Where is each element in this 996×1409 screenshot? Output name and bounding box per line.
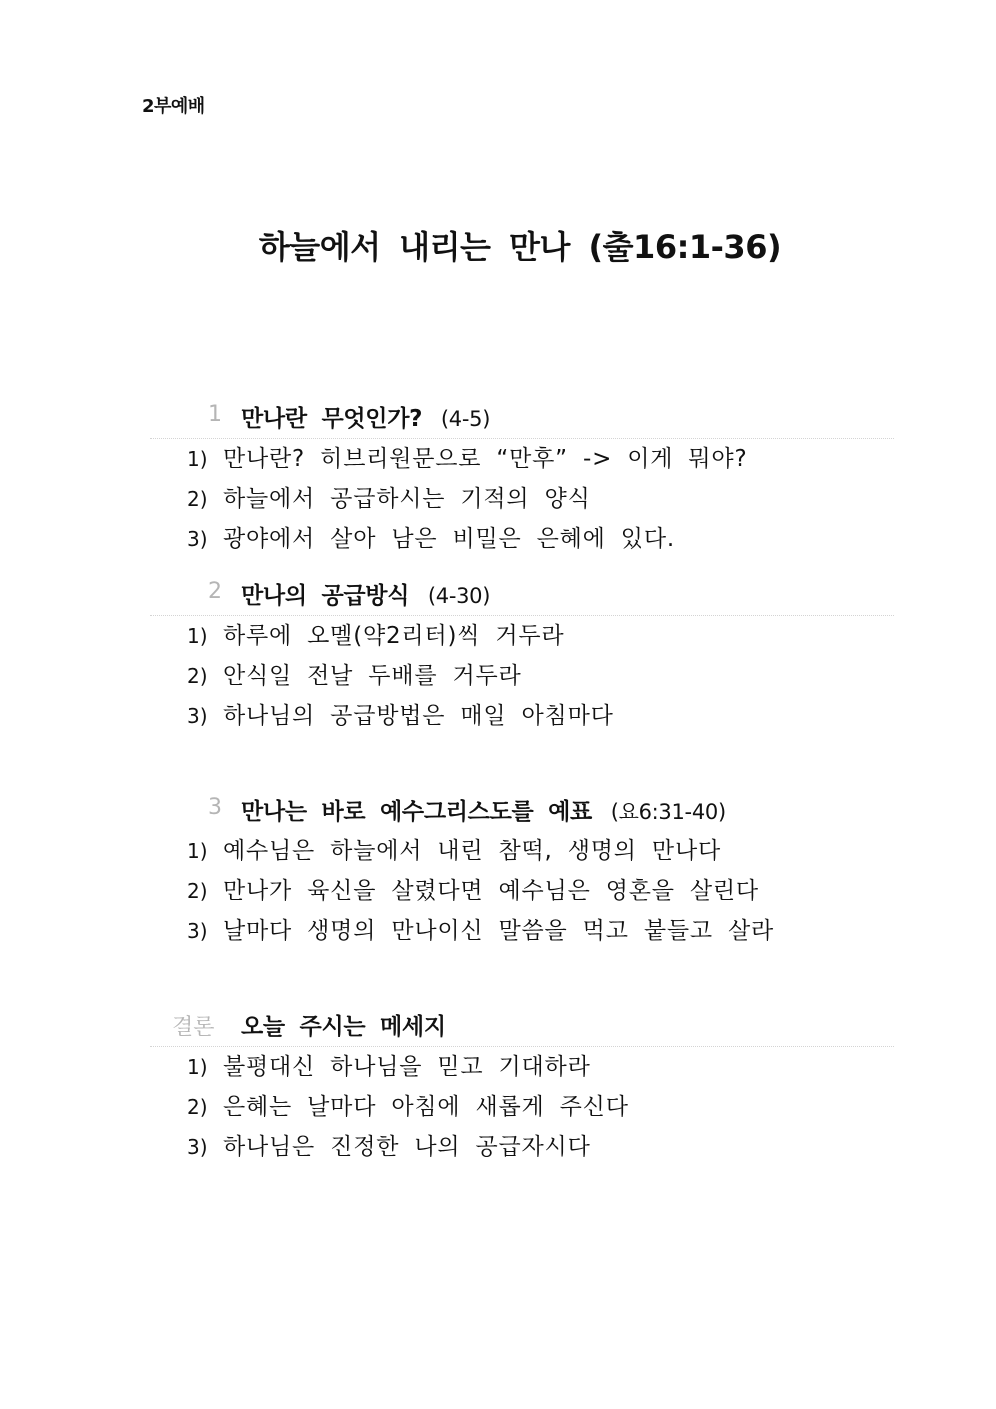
section-title — [241, 400, 490, 433]
item-number: 1) — [187, 1055, 208, 1079]
section-title-text: 오늘 주시는 메세지 — [241, 1014, 446, 1040]
section-heading — [150, 398, 894, 439]
section-heading — [150, 791, 894, 831]
list-item — [150, 1087, 894, 1127]
item-text: 하나님은 진정한 나의 공급자시다 — [223, 1134, 591, 1160]
sermon-title: 하늘에서 내리는 만나 (출16:1-36) — [258, 228, 782, 266]
scripture-reference: (4-30) — [427, 584, 491, 608]
point-list — [150, 1047, 894, 1167]
item-number: 2) — [187, 879, 208, 903]
list-item — [150, 911, 894, 951]
section-title — [241, 793, 726, 826]
item-text: 날마다 생명의 만나이신 말씀을 먹고 붙들고 살라 — [223, 918, 775, 944]
item-text: 불평대신 하나님을 믿고 기대하라 — [223, 1054, 591, 1080]
list-item — [150, 871, 894, 911]
item-number: 3) — [187, 704, 208, 728]
section-number: 결론 — [172, 1015, 215, 1040]
list-item — [150, 439, 894, 479]
section-title — [241, 577, 490, 610]
section-title — [241, 1008, 446, 1041]
scripture-reference: (4-5) — [440, 407, 491, 431]
list-item — [150, 696, 894, 736]
item-number: 2) — [187, 664, 208, 688]
item-number: 3) — [187, 1135, 208, 1159]
section-title-text: 만나의 공급방식 — [241, 583, 410, 609]
list-item — [150, 519, 894, 559]
item-text: 광야에서 살아 남은 비밀은 은혜에 있다. — [223, 526, 675, 552]
section-heading — [150, 1006, 894, 1047]
item-text: 하루에 오멜(약2리터)씩 거두라 — [223, 623, 565, 649]
item-text: 안식일 전날 두배를 거두라 — [223, 663, 522, 689]
point-list — [150, 616, 894, 736]
list-item — [150, 1127, 894, 1167]
point-list — [150, 831, 894, 951]
list-item — [150, 1047, 894, 1087]
scripture-reference: (요6:31-40) — [610, 800, 726, 824]
item-text: 하나님의 공급방법은 매일 아침마다 — [223, 703, 614, 729]
section-number: 1 — [208, 402, 222, 427]
section-number: 3 — [208, 795, 222, 820]
item-number: 2) — [187, 1095, 208, 1119]
item-text: 만나란? 히브리원문으로 “만후” -> 이게 뭐야? — [223, 446, 748, 472]
item-number: 1) — [187, 839, 208, 863]
item-number: 1) — [187, 624, 208, 648]
item-text: 예수님은 하늘에서 내린 참떡, 생명의 만나다 — [223, 838, 721, 864]
point-list — [150, 439, 894, 559]
section-title-text: 만나란 무엇인가? — [241, 406, 423, 432]
section-number: 2 — [208, 579, 222, 604]
item-text: 만나가 육신을 살렸다면 예수님은 영혼을 살린다 — [223, 878, 759, 904]
section-3 — [150, 791, 894, 951]
item-number: 3) — [187, 919, 208, 943]
list-item — [150, 831, 894, 871]
section-1 — [150, 398, 894, 559]
section-heading — [150, 575, 894, 616]
item-text: 하늘에서 공급하시는 기적의 양식 — [223, 486, 591, 512]
section-conclusion — [150, 1006, 894, 1167]
item-number: 2) — [187, 487, 208, 511]
item-text: 은혜는 날마다 아침에 새롭게 주신다 — [223, 1094, 629, 1120]
list-item — [150, 656, 894, 696]
section-2 — [150, 575, 894, 736]
item-number: 1) — [187, 447, 208, 471]
list-item — [150, 479, 894, 519]
section-title-text: 만나는 바로 예수그리스도를 예표 — [241, 799, 592, 825]
service-label: 2부예배 — [142, 96, 205, 117]
list-item — [150, 616, 894, 656]
item-number: 3) — [187, 527, 208, 551]
